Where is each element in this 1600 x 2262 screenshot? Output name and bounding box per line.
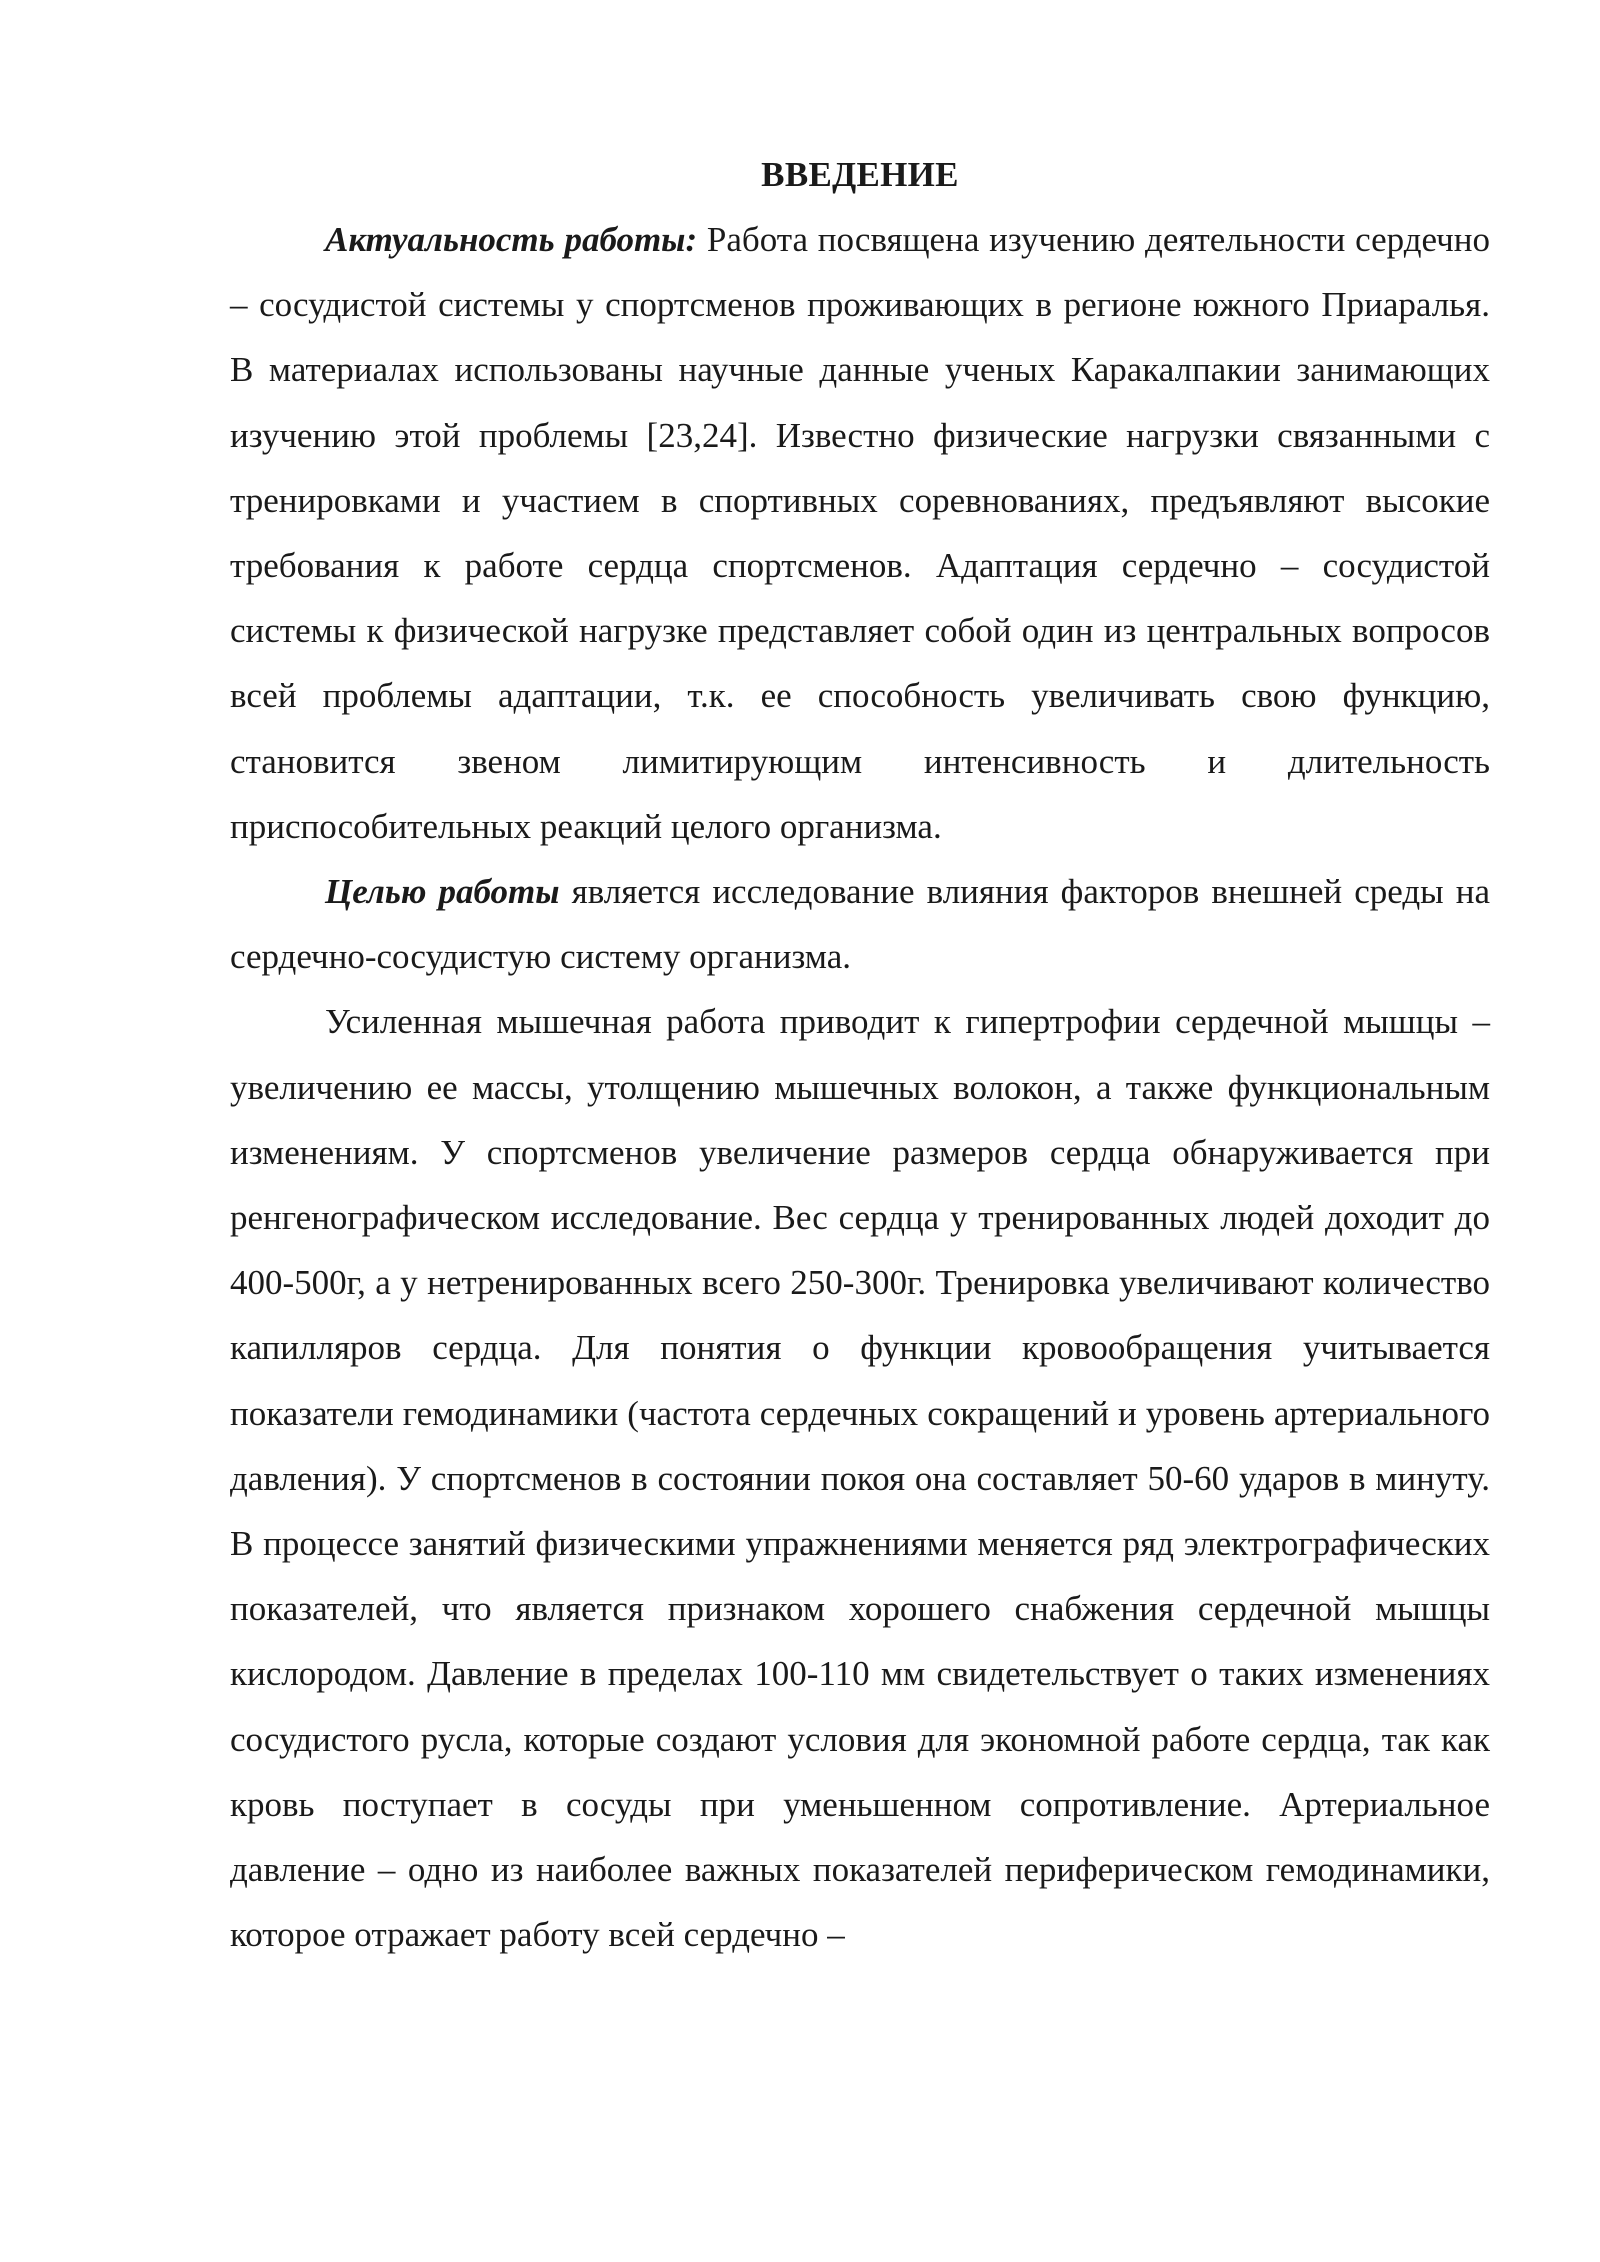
paragraph-lead: Актуальность работы: [325, 220, 698, 259]
paragraph-body [230, 989, 1490, 1967]
document-body [230, 142, 1490, 1967]
paragraph-text: Усиленная мышечная работа приводит к гипертрофии сердечной мышцы – увеличению ее массы, утолщению мышечных волокон, а также функциональным изменениям. У спортсменов увеличение размеров сердца обнаруживается при ренгенографическом исследование. Вес сердца у тренированных людей доходит до 400-500г, а у нетренированных всего 250-300г. Тренировка увеличивают количество капилляров сердца. Для понятия о функции кровообращения учитывается показатели гемодинамики (частота сердечных сокращений и уровень артериального давления). У спортсменов в состоянии покоя она составляет 50-60 ударов в минуту. В процессе занятий физическими упражнениями меняется ряд электрографических показателей, что является признаком хорошего снабжения сердечной мышцы кислородом. Давление в пределах 100-110 мм свидетельствует о таких изменениях сосудистого русла, которые создают условия для экономной работе сердца, так как кровь поступает в сосуды при уменьшенном сопротивление. Артериальное давление – одно из наиболее важных показателей периферическом гемодинамики, которое отражает работу всей сердечно – [230, 1002, 1490, 1955]
paragraph-goal [230, 859, 1490, 989]
page-title: ВВЕДЕНИЕ [761, 155, 959, 194]
paragraph-text: Работа посвящена изучению деятельности сердечно – сосудистой системы у спортсменов проживающих в регионе южного Приаралья. В материалах использованы научные данные ученых Каракалпакии занимающих изучению этой проблемы [23,24]. Известно физические нагрузки связанными с тренировками и участием в спортивных соревнованиях, предъявляют высокие требования к работе сердца спортсменов. Адаптация сердечно – сосудистой системы к физической нагрузке представляет собой один из центральных вопросов всей проблемы адаптации, т.к. ее способность увеличивать свою функцию, становится звеном лимитирующим интенсивность и длительность приспособительных реакций целого организма. [230, 220, 1491, 846]
paragraph-lead: Целью работы [325, 872, 560, 912]
paragraph-text: является исследование влияния факторов внешней среды на сердечно-сосудистую систему организма. [230, 872, 1490, 977]
paragraph-relevance [230, 207, 1490, 859]
